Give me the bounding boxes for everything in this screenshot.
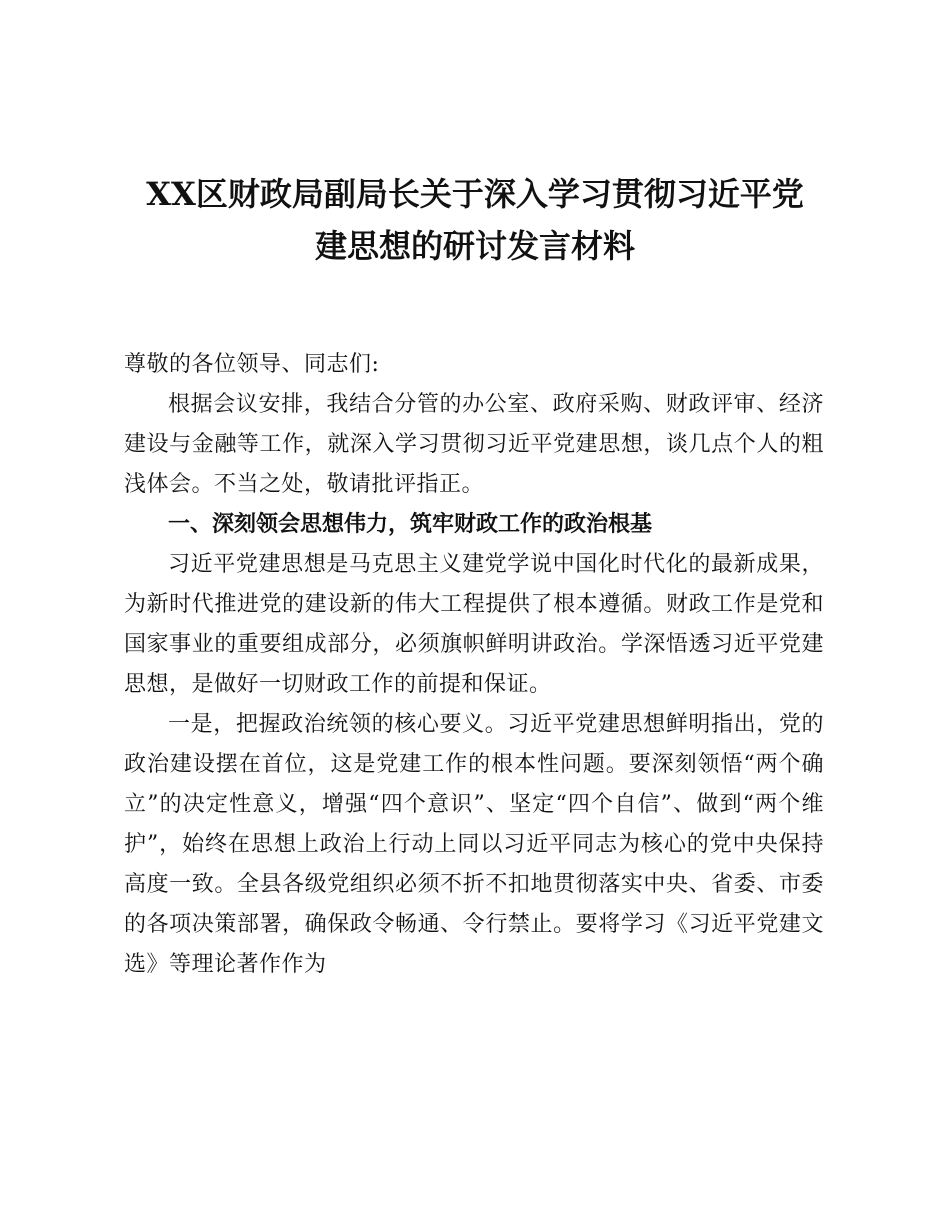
- paragraph-point-1: 一是，把握政治统领的核心要义。习近平党建思想鲜明指出，党的政治建设摆在首位，这是党建工作的根本性问题。要深刻领悟“两个确立”的决定性意义，增强“四个意识”、坚定“四个自信”、做到“两个维护”，始终在思想上政治上行动上同以习近平同志为核心的党中央保持高度一致。全县各级党组织必须不折不扣地贯彻落实中央、省委、市委的各项决策部署，确保政令畅通、令行禁止。要将学习《习近平党建文选》等理论著作作为: [124, 712, 824, 977]
- paragraph-intro: 根据会议安排，我结合分管的办公室、政府采购、财政评审、经济建设与金融等工作，就深入学习贯彻习近平党建思想，谈几点个人的粗浅体会。不当之处，敬请批评指正。: [124, 392, 824, 497]
- title-line-2: 建思想的研讨发言材料: [314, 227, 635, 265]
- title-line-1: XX区财政局副局长关于深入学习贯彻习近平党: [146, 175, 804, 213]
- salutation: 尊敬的各位领导、同志们:: [124, 352, 380, 377]
- paragraph-section-1-intro: 习近平党建思想是马克思主义建党学说中国化时代化的最新成果，为新时代推进党的建设新的伟大工程提供了根本遵循。财政工作是党和国家事业的重要组成部分，必须旗帜鲜明讲政治。学深悟透习近平党建思想，是做好一切财政工作的前提和保证。: [124, 552, 824, 697]
- document-body: [124, 345, 824, 985]
- section-heading-1: 一、深刻领会思想伟力，筑牢财政工作的政治根基: [168, 512, 653, 537]
- document-title: [100, 168, 850, 272]
